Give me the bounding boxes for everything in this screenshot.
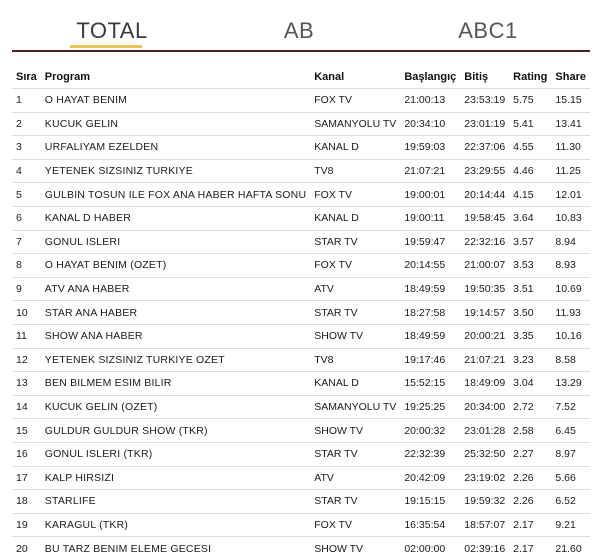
cell-share: 21.60 [551, 537, 590, 560]
cell-kanal: TV8 [310, 159, 400, 183]
cell-rating: 5.75 [509, 89, 551, 113]
cell-program: BEN BILMEM ESIM BILIR [41, 372, 310, 396]
cell-sira: 17 [12, 466, 41, 490]
cell-sira: 5 [12, 183, 41, 207]
cell-program: KANAL D HABER [41, 206, 310, 230]
cell-rating: 5.41 [509, 112, 551, 136]
cell-baslangic: 15:52:15 [400, 372, 460, 396]
cell-program: KARAGUL (TKR) [41, 513, 310, 537]
cell-share: 11.30 [551, 136, 590, 160]
cell-share: 10.69 [551, 277, 590, 301]
cell-baslangic: 18:49:59 [400, 324, 460, 348]
cell-kanal: TV8 [310, 348, 400, 372]
cell-sira: 1 [12, 89, 41, 113]
cell-bitis: 23:19:02 [460, 466, 509, 490]
cell-bitis: 20:34:00 [460, 395, 509, 419]
table-row [12, 230, 590, 254]
cell-share: 11.25 [551, 159, 590, 183]
table-row [12, 490, 590, 514]
cell-rating: 3.57 [509, 230, 551, 254]
cell-kanal: SHOW TV [310, 324, 400, 348]
cell-sira: 10 [12, 301, 41, 325]
tab-total[interactable]: TOTAL [76, 18, 148, 43]
col-header-sira: Sıra [16, 71, 37, 83]
cell-kanal: FOX TV [310, 183, 400, 207]
cell-rating: 3.50 [509, 301, 551, 325]
table-row [12, 513, 590, 537]
cell-baslangic: 19:25:25 [400, 395, 460, 419]
cell-program: ATV ANA HABER [41, 277, 310, 301]
cell-program: STARLIFE [41, 490, 310, 514]
cell-kanal: STAR TV [310, 301, 400, 325]
cell-program: BU TARZ BENIM ELEME GECESI [41, 537, 310, 560]
cell-sira: 8 [12, 254, 41, 278]
cell-rating: 3.04 [509, 372, 551, 396]
cell-baslangic: 20:34:10 [400, 112, 460, 136]
col-header-bitis: Bitiş [464, 71, 489, 83]
cell-kanal: STAR TV [310, 442, 400, 466]
table-row [12, 348, 590, 372]
cell-baslangic: 19:59:03 [400, 136, 460, 160]
cell-bitis: 18:57:07 [460, 513, 509, 537]
cell-kanal: KANAL D [310, 206, 400, 230]
cell-rating: 2.72 [509, 395, 551, 419]
cell-sira: 14 [12, 395, 41, 419]
cell-bitis: 20:14:44 [460, 183, 509, 207]
cell-baslangic: 18:27:58 [400, 301, 460, 325]
cell-bitis: 21:07:21 [460, 348, 509, 372]
cell-share: 13.29 [551, 372, 590, 396]
cell-bitis: 23:53:19 [460, 89, 509, 113]
col-header-baslangic: Başlangıç [404, 71, 457, 83]
cell-baslangic: 21:00:13 [400, 89, 460, 113]
active-tab-indicator [70, 45, 142, 48]
cell-rating: 3.53 [509, 254, 551, 278]
cell-baslangic: 22:32:39 [400, 442, 460, 466]
col-header-kanal: Kanal [314, 71, 345, 83]
cell-share: 10.16 [551, 324, 590, 348]
table-row [12, 372, 590, 396]
cell-baslangic: 20:14:55 [400, 254, 460, 278]
cell-share: 5.66 [551, 466, 590, 490]
cell-kanal: FOX TV [310, 513, 400, 537]
cell-bitis: 20:00:21 [460, 324, 509, 348]
table-row [12, 277, 590, 301]
cell-share: 6.45 [551, 419, 590, 443]
tab-ab[interactable]: AB [283, 18, 315, 43]
cell-baslangic: 02:00:00 [400, 537, 460, 560]
cell-sira: 2 [12, 112, 41, 136]
cell-sira: 6 [12, 206, 41, 230]
cell-bitis: 23:29:55 [460, 159, 509, 183]
cell-bitis: 19:50:35 [460, 277, 509, 301]
cell-sira: 7 [12, 230, 41, 254]
cell-sira: 16 [12, 442, 41, 466]
table-row [12, 89, 590, 113]
cell-share: 9.21 [551, 513, 590, 537]
cell-baslangic: 20:00:32 [400, 419, 460, 443]
cell-sira: 11 [12, 324, 41, 348]
cell-share: 6.52 [551, 490, 590, 514]
cell-program: SHOW ANA HABER [41, 324, 310, 348]
cell-bitis: 19:59:32 [460, 490, 509, 514]
cell-sira: 13 [12, 372, 41, 396]
table-row [12, 159, 590, 183]
cell-share: 10.83 [551, 206, 590, 230]
cell-program: KUCUK GELIN [41, 112, 310, 136]
cell-kanal: STAR TV [310, 490, 400, 514]
cell-rating: 2.26 [509, 490, 551, 514]
cell-bitis: 22:32:16 [460, 230, 509, 254]
cell-program: GONUL ISLERI [41, 230, 310, 254]
cell-rating: 4.55 [509, 136, 551, 160]
col-header-program: Program [44, 71, 91, 83]
table-row [12, 395, 590, 419]
cell-rating: 2.17 [509, 537, 551, 560]
cell-program: YETENEK SIZSINIZ TURKIYE [41, 159, 310, 183]
table-row [12, 254, 590, 278]
table-row [12, 136, 590, 160]
table-row [12, 419, 590, 443]
cell-program: GULDUR GULDUR SHOW (TKR) [41, 419, 310, 443]
cell-program: O HAYAT BENIM [41, 89, 310, 113]
cell-share: 8.97 [551, 442, 590, 466]
cell-share: 15.15 [551, 89, 590, 113]
table-row [12, 183, 590, 207]
cell-rating: 3.51 [509, 277, 551, 301]
cell-rating: 2.17 [509, 513, 551, 537]
cell-rating: 2.26 [509, 466, 551, 490]
cell-kanal: ATV [310, 277, 400, 301]
cell-kanal: SAMANYOLU TV [310, 395, 400, 419]
cell-baslangic: 19:00:01 [400, 183, 460, 207]
cell-bitis: 22:37:06 [460, 136, 509, 160]
table-row [12, 442, 590, 466]
table-row [12, 301, 590, 325]
cell-program: O HAYAT BENIM (OZET) [41, 254, 310, 278]
cell-baslangic: 19:17:46 [400, 348, 460, 372]
table-body [12, 89, 590, 560]
cell-rating: 4.15 [509, 183, 551, 207]
cell-sira: 19 [12, 513, 41, 537]
cell-share: 8.58 [551, 348, 590, 372]
table-row [12, 537, 590, 560]
cell-kanal: STAR TV [310, 230, 400, 254]
cell-rating: 2.27 [509, 442, 551, 466]
cell-bitis: 21:00:07 [460, 254, 509, 278]
cell-program: GONUL ISLERI (TKR) [41, 442, 310, 466]
cell-kanal: FOX TV [310, 254, 400, 278]
cell-program: YETENEK SIZSINIZ TURKIYE OZET [41, 348, 310, 372]
table-header-row [12, 66, 590, 89]
cell-share: 7.52 [551, 395, 590, 419]
cell-kanal: FOX TV [310, 89, 400, 113]
table-row [12, 466, 590, 490]
cell-rating: 3.64 [509, 206, 551, 230]
cell-baslangic: 20:42:09 [400, 466, 460, 490]
segment-tabs [12, 0, 590, 52]
cell-bitis: 19:58:45 [460, 206, 509, 230]
cell-program: URFALIYAM EZELDEN [41, 136, 310, 160]
cell-kanal: ATV [310, 466, 400, 490]
table-row [12, 206, 590, 230]
cell-kanal: SHOW TV [310, 537, 400, 560]
cell-baslangic: 19:15:15 [400, 490, 460, 514]
cell-sira: 9 [12, 277, 41, 301]
cell-rating: 3.35 [509, 324, 551, 348]
cell-baslangic: 19:59:47 [400, 230, 460, 254]
cell-sira: 20 [12, 537, 41, 560]
cell-sira: 3 [12, 136, 41, 160]
cell-share: 13.41 [551, 112, 590, 136]
cell-bitis: 18:49:09 [460, 372, 509, 396]
col-header-share: Share [555, 71, 586, 83]
cell-program: STAR ANA HABER [41, 301, 310, 325]
ratings-table [12, 66, 590, 560]
cell-share: 11.93 [551, 301, 590, 325]
cell-bitis: 02:39:16 [460, 537, 509, 560]
cell-rating: 4.46 [509, 159, 551, 183]
cell-baslangic: 21:07:21 [400, 159, 460, 183]
cell-rating: 3.23 [509, 348, 551, 372]
cell-program: GULBIN TOSUN ILE FOX ANA HABER HAFTA SONU [41, 183, 310, 207]
cell-sira: 15 [12, 419, 41, 443]
cell-program: KALP HIRSIZI [41, 466, 310, 490]
cell-baslangic: 19:00:11 [400, 206, 460, 230]
cell-sira: 12 [12, 348, 41, 372]
tab-divider [12, 50, 590, 52]
table-row [12, 324, 590, 348]
cell-kanal: KANAL D [310, 372, 400, 396]
cell-baslangic: 16:35:54 [400, 513, 460, 537]
cell-bitis: 19:14:57 [460, 301, 509, 325]
cell-bitis: 25:32:50 [460, 442, 509, 466]
tab-abc1[interactable]: ABC1 [458, 18, 518, 43]
cell-bitis: 23:01:19 [460, 112, 509, 136]
cell-kanal: SAMANYOLU TV [310, 112, 400, 136]
cell-share: 8.94 [551, 230, 590, 254]
cell-share: 8.93 [551, 254, 590, 278]
cell-bitis: 23:01:28 [460, 419, 509, 443]
cell-baslangic: 18:49:59 [400, 277, 460, 301]
table-row [12, 112, 590, 136]
cell-rating: 2.58 [509, 419, 551, 443]
cell-sira: 4 [12, 159, 41, 183]
col-header-rating: Rating [513, 71, 548, 83]
cell-kanal: KANAL D [310, 136, 400, 160]
cell-kanal: SHOW TV [310, 419, 400, 443]
cell-sira: 18 [12, 490, 41, 514]
cell-program: KUCUK GELIN (OZET) [41, 395, 310, 419]
cell-share: 12.01 [551, 183, 590, 207]
